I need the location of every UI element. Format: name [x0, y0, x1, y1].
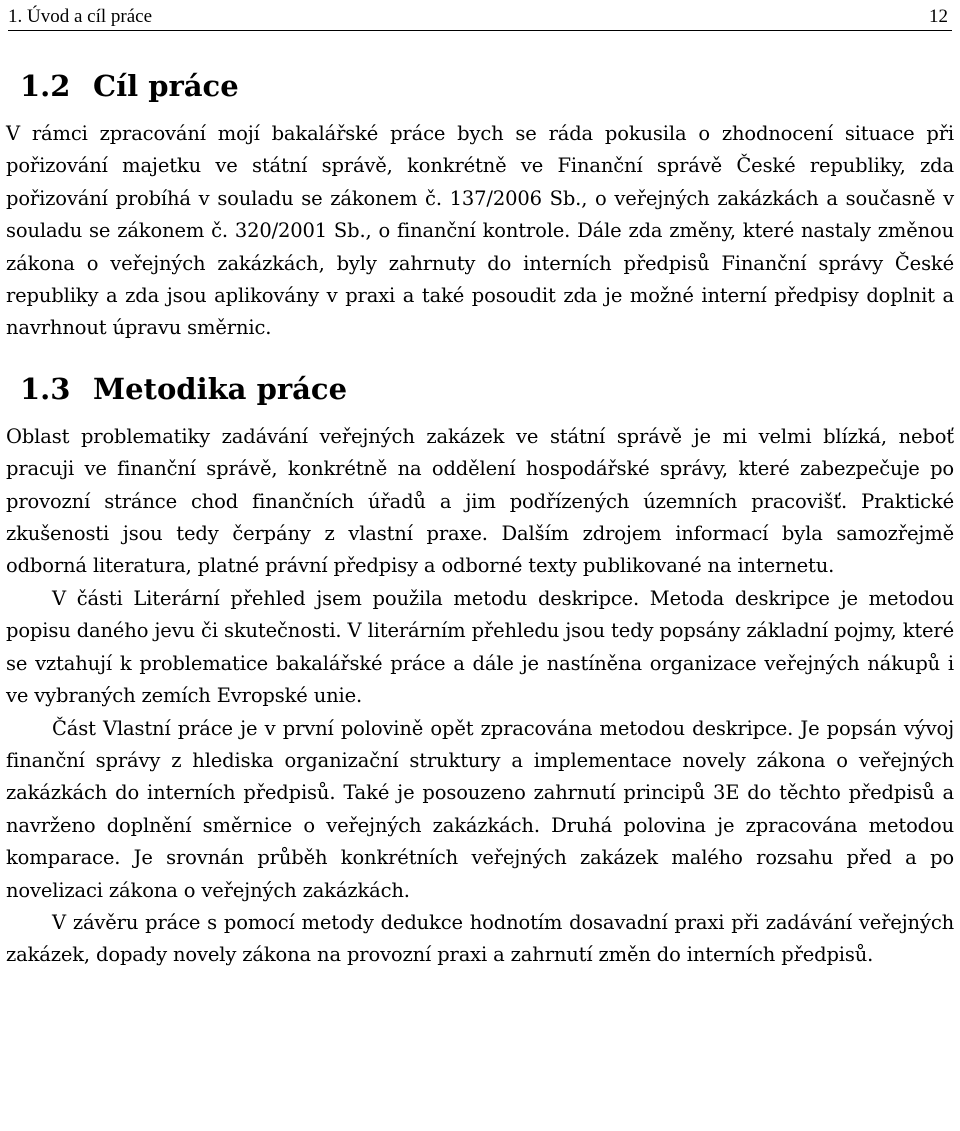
section-heading-methodology	[6, 369, 954, 409]
paragraph-goal: V rámci zpracování mojí bakalářské práce bych se ráda pokusila o zhodnocení situace při pořizování majetku ve státní správě, konkrétně ve Finanční správě České republiky, zda pořizování probíhá v souladu se zákonem č. 137/2006 Sb., o veřejných zakázkách a současně v souladu se zákonem č. 320/2001 Sb., o finanční kontrole. Dále zda změny, které nastaly změnou zákona o veřejných zakázkách, byly zahrnuty do interních předpisů Finanční správy České republiky a zda jsou aplikovány v praxi a také posoudit zda je možné interní předpisy doplnit a navrhnout úpravu směrnic.	[6, 122, 954, 340]
paragraph-methodology-intro: Oblast problematiky zadávání veřejných zakázek ve státní správě je mi velmi blízká, neboť pracuji ve finanční správě, konkrétně na oddělení hospodářské správy, které zabezpečuje po provozní stránce chod finančních úřadů a jim podřízených územních pracovišť. Praktické zkušenosti jsou tedy čerpány z vlastní praxe. Dalším zdrojem informací byla samozřejmě odborná literatura, platné právní předpisy a odborné texty publikované na internetu.	[6, 424, 954, 578]
page-number: 12	[929, 6, 948, 27]
page-content	[6, 66, 954, 972]
running-header	[8, 4, 952, 31]
paragraph-methodology-own-work: Část Vlastní práce je v první polovině opět zpracována metodou deskripce. Je popsán vývoj finanční správy z hlediska organizační struktury a implementace novely zákona o veřejných zakázkách do interních předpisů. Také je posouzeno zahrnutí principů 3E do těchto předpisů a navrženo doplnění směrnice o veřejných zakázkách. Druhá polovina je zpracována metodou komparace. Je srovnán průběh konkrétních veřejných zakázek malého rozsahu před a po novelizaci zákona o veřejných zakázkách.	[6, 716, 954, 902]
section-title: Metodika práce	[93, 371, 348, 406]
paragraph-methodology-literature: V části Literární přehled jsem použila metodu deskripce. Metoda deskripce je metodou popisu daného jevu či skutečnosti. V literárním přehledu jsou tedy popsány základní pojmy, které se vztahují k problematice bakalářské práce a dále je nastíněna organizace veřejných nákupů i ve vybraných zemích Evropské unie.	[6, 586, 954, 708]
section-number: 1.2	[20, 69, 71, 103]
paragraph-methodology-conclusion: V závěru práce s pomocí metody dedukce hodnotím dosavadní praxi při zadávání veřejných zakázek, dopady novely zákona na provozní praxi a zahrnutí změn do interních předpisů.	[6, 910, 954, 967]
chapter-title: 1. Úvod a cíl práce	[8, 6, 153, 27]
section-title: Cíl práce	[93, 69, 239, 103]
section-heading-goal	[6, 66, 954, 106]
section-number: 1.3	[20, 371, 71, 406]
